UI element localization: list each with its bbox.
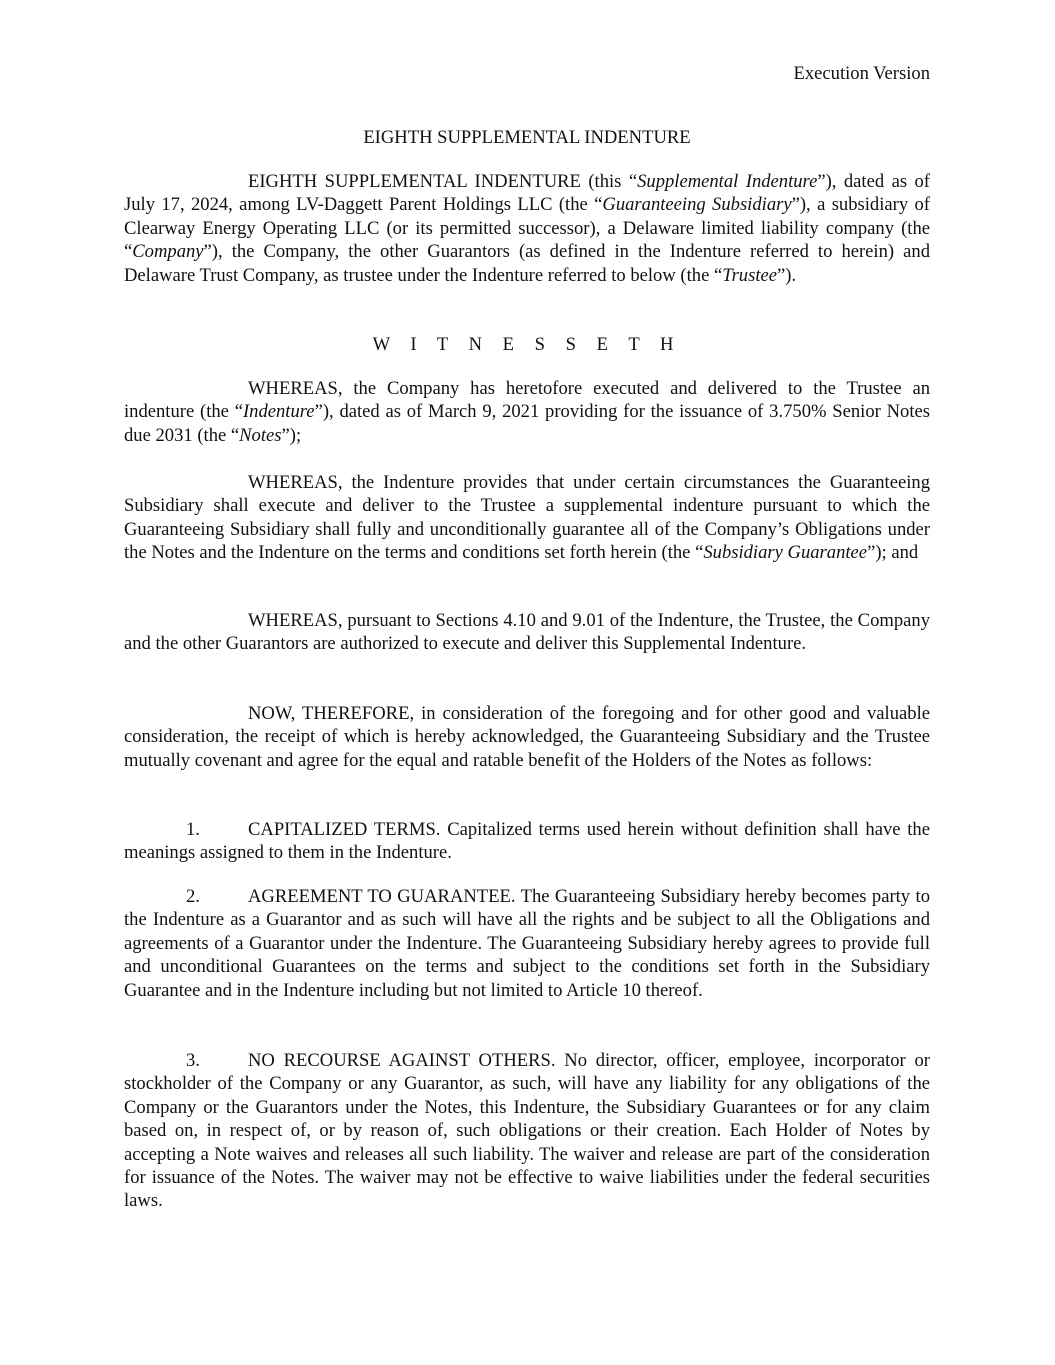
section-number: 2. xyxy=(186,886,200,907)
intro-paragraph: EIGHTH SUPPLEMENTAL INDENTURE (this “Supplemental Indenture”), dated as of July 17, 2024, among LV-Daggett Parent Holdings LLC (the “Guaranteeing Subsidiary”), a subsidiary of Clearway Energy Operating LLC (or its permitted successor), a Delaware limited liability company (the “Company”), the Company, the other Guarantors (as defined in the Indenture referred to herein) and Delaware Trust Company, as trustee under the Indenture referred to below (the “Trustee”). xyxy=(124,171,930,286)
execution-version-label: Execution Version xyxy=(793,63,930,84)
section-1-paragraph: 1. CAPITALIZED TERMS. Capitalized terms used herein without definition shall have the meanings assigned to them in the Indenture. xyxy=(124,819,930,864)
document-title: EIGHTH SUPPLEMENTAL INDENTURE xyxy=(363,127,691,148)
whereas-paragraph-2: WHEREAS, the Indenture provides that under certain circumstances the Guaranteeing Subsidiary shall execute and deliver to the Trustee a supplemental indenture pursuant to which the Guaranteeing Subsidiary shall fully and unconditionally guarantee all of the Company’s Obligations under the Notes and the Indenture on the terms and conditions set forth herein (the “Subsidiary Guarantee”); and xyxy=(124,472,930,564)
section-number: 3. xyxy=(186,1050,200,1071)
whereas-paragraph-3: WHEREAS, pursuant to Sections 4.10 and 9.01 of the Indenture, the Trustee, the Company and the other Guarantors are authorized to execute and deliver this Supplemental Indenture. xyxy=(124,610,930,655)
section-3-paragraph: 3. NO RECOURSE AGAINST OTHERS. No director, officer, employee, incorporator or stockholder of the Company or any Guarantor, as such, will have any liability for any obligations of the Company or the Guarantors under the Notes, this Indenture, the Subsidiary Guarantees or for any claim based on, in respect of, or by reason of, such obligations or their creation. Each Holder of Notes by accepting a Note waives and releases all such liability. The waiver and release are part of the consideration for issuance of the Notes. The waiver may not be effective to waive liabilities under the federal securities laws. xyxy=(124,1050,930,1212)
section-number: 1. xyxy=(186,819,200,840)
whereas-paragraph-1: WHEREAS, the Company has heretofore executed and delivered to the Trustee an indenture (the “Indenture”), dated as of March 9, 2021 providing for the issuance of 3.750% Senior Notes due 2031 (the “Notes”); xyxy=(124,378,930,446)
section-2-paragraph: 2. AGREEMENT TO GUARANTEE. The Guaranteeing Subsidiary hereby becomes party to the Indenture as a Guarantor and as such will have all the rights and be subject to all the Obligations and agreements of a Guarantor under the Indenture. The Guaranteeing Subsidiary hereby agrees to provide full and unconditional Guarantees on the terms and subject to the conditions set forth in the Subsidiary Guarantee and in the Indenture including but not limited to Article 10 thereof. xyxy=(124,886,930,1001)
witnesseth-heading: W I T N E S S E T H xyxy=(372,334,682,355)
now-therefore-paragraph: NOW, THEREFORE, in consideration of the foregoing and for other good and valuable consideration, the receipt of which is hereby acknowledged, the Guaranteeing Subsidiary and the Trustee mutually covenant and agree for the equal and ratable benefit of the Holders of the Notes as follows: xyxy=(124,703,930,771)
